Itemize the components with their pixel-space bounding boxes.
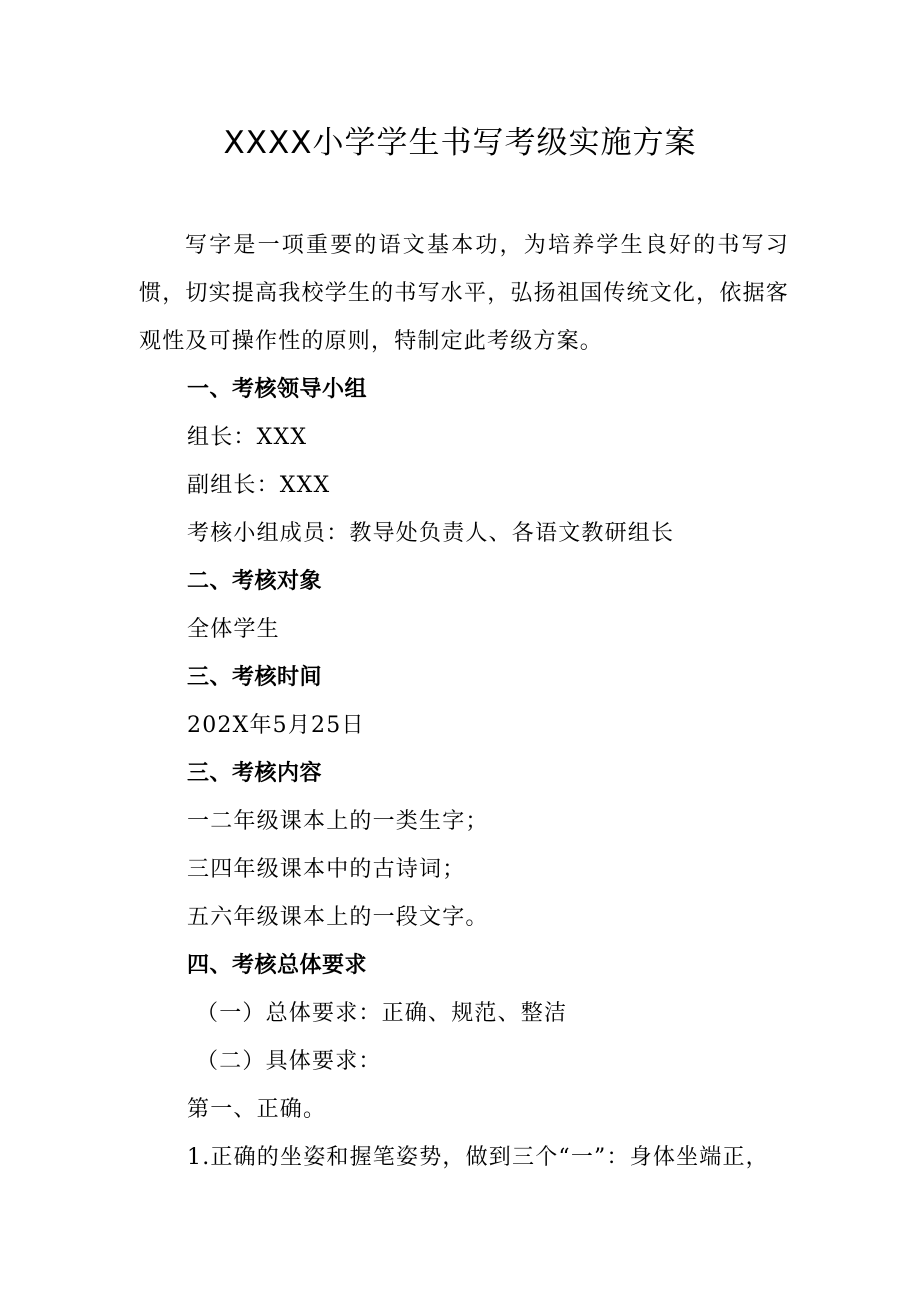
content-item: 一二年级课本上的一类生字； — [187, 809, 489, 834]
requirement-point-heading: 第一、正确。 — [187, 1097, 327, 1122]
section-heading-requirements: 四、考核总体要求 — [187, 953, 368, 978]
section-heading-targets: 二、考核对象 — [187, 569, 323, 594]
leader-line: 组长：XXX — [187, 425, 308, 450]
document-title: XXXX小学学生书写考级实施方案 — [223, 125, 697, 161]
requirement-point-item: 1.正确的坐姿和握笔姿势，做到三个“一”：身体坐端正， — [187, 1145, 769, 1170]
content-item: 五六年级课本上的一段文字。 — [187, 905, 489, 930]
intro-paragraph: 写字是一项重要的语文基本功，为培养学生良好的书写习惯，切实提高我校学生的书写水平，弘扬祖国传统文化，依据客观性及可操作性的原则，特制定此考级方案。 — [139, 233, 789, 354]
deputy-leader-line: 副组长：XXX — [187, 473, 331, 498]
section-heading-leadership: 一、考核领导小组 — [187, 377, 368, 402]
members-line: 考核小组成员：教导处负责人、各语文教研组长 — [187, 521, 675, 546]
content-item: 三四年级课本中的古诗词； — [187, 857, 466, 882]
targets-line: 全体学生 — [187, 617, 280, 642]
section-heading-content: 三、考核内容 — [187, 761, 323, 786]
requirement-specific: （二）具体要求： — [196, 1049, 382, 1074]
time-line: 202X年5月25日 — [187, 713, 365, 738]
section-heading-time: 三、考核时间 — [187, 665, 323, 690]
requirement-general: （一）总体要求：正确、规范、整洁 — [196, 1001, 568, 1026]
